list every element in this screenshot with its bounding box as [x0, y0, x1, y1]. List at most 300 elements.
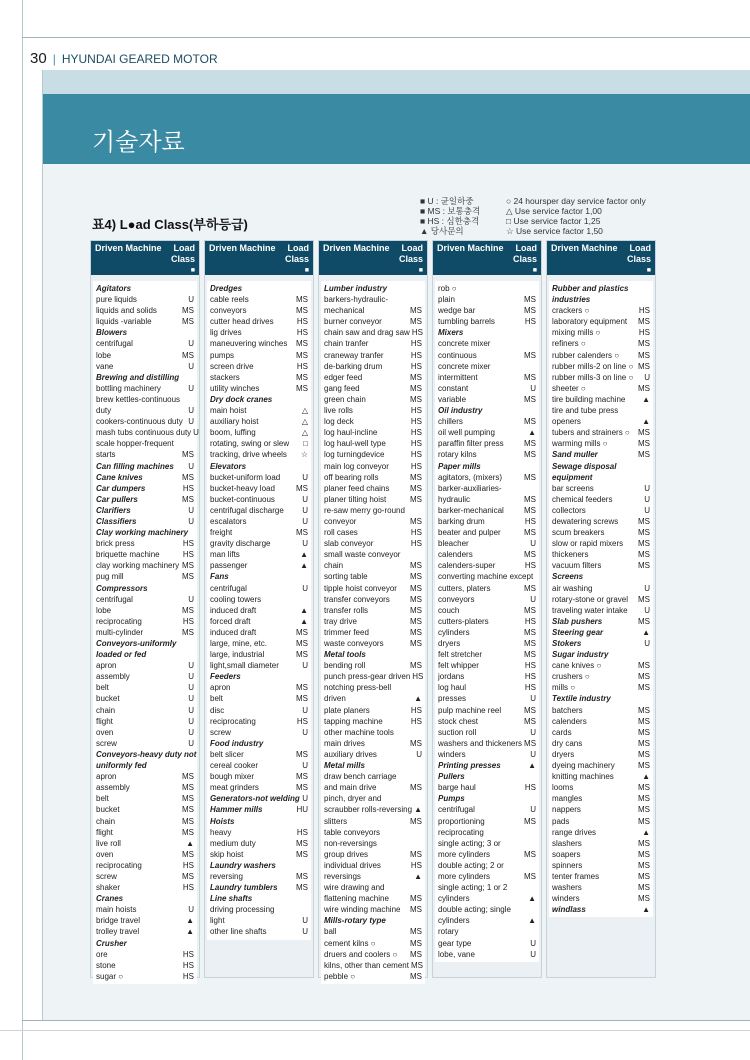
machine-row	[96, 427, 199, 438]
machine-name: oil well pumping	[438, 428, 495, 438]
machine-row	[324, 483, 422, 494]
load-class-value: MS	[410, 971, 422, 981]
machine-name: barkers-hydraulic-	[324, 295, 389, 305]
machine-row	[324, 571, 422, 582]
machine-row	[438, 305, 536, 316]
load-class-value: △	[301, 417, 308, 427]
machine-row	[438, 372, 536, 383]
machine-row	[96, 827, 194, 838]
machine-name: gear type	[438, 938, 472, 948]
machine-name: barker-mechanical	[438, 505, 504, 515]
machine-row	[210, 727, 308, 738]
load-class-value: U	[188, 694, 194, 704]
machine-name: Classifiers	[96, 516, 137, 526]
machine-row	[438, 693, 536, 704]
machine-row	[552, 505, 650, 516]
machine-name: Textile industry	[552, 694, 611, 704]
load-class-value	[192, 372, 194, 383]
load-class-value: U	[188, 406, 194, 416]
load-class-value: U	[302, 539, 308, 549]
machine-name: Brewing and distilling	[96, 372, 180, 382]
machine-row	[438, 594, 536, 605]
load-class-value: MS	[524, 849, 536, 859]
machine-name: cylinders	[438, 627, 470, 637]
machine-row	[324, 671, 422, 682]
load-class-value: U	[644, 483, 650, 493]
load-class-value	[420, 915, 422, 926]
load-class-value: HS	[410, 461, 422, 471]
machine-name: soapers	[552, 849, 581, 859]
load-class-value: MS	[182, 572, 194, 582]
category-row	[324, 649, 422, 660]
machine-name: double acting; 2 or	[438, 860, 504, 870]
machine-name: sheeter ○	[552, 383, 586, 393]
machine-name: mash tubs continuous duty	[96, 428, 192, 438]
load-class-value: U	[188, 361, 194, 371]
machine-name: Printing presses	[438, 761, 501, 771]
machine-name: vane	[96, 361, 114, 371]
load-class-value: HS	[410, 705, 422, 715]
machine-name: Rubber and plastics	[552, 284, 629, 293]
machine-name: conveyors	[438, 594, 475, 604]
load-class-value: MS	[638, 361, 650, 371]
category-row	[210, 671, 308, 682]
load-class-value: U	[530, 727, 536, 737]
machine-name: assembly	[96, 783, 130, 793]
inner-margin-line	[42, 70, 43, 1020]
load-class-value: ▲	[414, 805, 422, 815]
load-class-value: HS	[296, 827, 308, 837]
load-class-value: MS	[524, 550, 536, 560]
machine-name: cooling towers	[210, 594, 262, 604]
machine-name: induced draft	[210, 605, 257, 615]
column-header-load: Load	[515, 243, 537, 253]
machine-row	[96, 882, 194, 893]
machine-row	[552, 716, 650, 727]
load-class-value: HS	[182, 949, 194, 959]
machine-name: plate planers	[324, 705, 370, 715]
machine-row	[438, 616, 536, 627]
machine-row	[324, 893, 422, 904]
machine-name: belt	[96, 794, 109, 804]
machine-row	[96, 793, 194, 804]
category-row	[96, 516, 194, 527]
machine-name: Conveyors-heavy duty not	[96, 749, 197, 759]
machine-row	[438, 449, 536, 460]
machine-name: wire winding machine	[324, 905, 401, 915]
machine-row	[210, 693, 308, 704]
machine-row	[552, 438, 650, 449]
machine-name: tapping machine	[324, 716, 383, 726]
machine-row	[324, 560, 422, 571]
machine-name: ball	[324, 927, 337, 937]
load-class-value: MS	[638, 761, 650, 771]
machine-row	[210, 771, 308, 782]
load-class-value: MS	[182, 350, 194, 360]
machine-name: punch press-gear driven	[324, 672, 411, 682]
load-class-value: MS	[524, 650, 536, 660]
machine-name: cement kilns ○	[324, 938, 376, 948]
load-class-value: U	[188, 417, 194, 427]
machine-name: disc	[210, 705, 225, 715]
category-row	[96, 494, 194, 505]
machine-name: flight	[96, 827, 113, 837]
category-row	[210, 283, 308, 294]
machine-row	[438, 827, 536, 838]
machine-name: cylinders	[438, 894, 470, 904]
load-class-value	[648, 405, 650, 416]
machine-row	[96, 560, 194, 571]
machine-row	[96, 716, 194, 727]
load-class-value: U	[302, 761, 308, 771]
machine-name: druers and coolers ○	[324, 949, 398, 959]
category-row	[438, 771, 536, 782]
machine-row	[438, 949, 536, 960]
load-class-value: MS	[182, 794, 194, 804]
load-class-value: ▲	[528, 916, 536, 926]
machine-name: chemical feeders	[552, 494, 613, 504]
machine-name: reciprocating	[210, 716, 256, 726]
machine-name: Oil industry	[438, 406, 483, 416]
machine-name: Mills-rotary type	[324, 916, 386, 926]
machine-row	[552, 305, 650, 316]
machine-row	[324, 904, 422, 915]
machine-name: Generators-not welding	[210, 794, 300, 804]
load-class-value: ▲	[300, 605, 308, 615]
load-class-value: ▲	[642, 827, 650, 837]
load-class-value: MS	[638, 883, 650, 893]
machine-name: other line shafts	[210, 927, 267, 937]
column-header	[91, 241, 199, 275]
load-class-value: MS	[410, 394, 422, 404]
load-class-value: HS	[182, 883, 194, 893]
machine-row	[324, 804, 422, 815]
machine-row	[324, 793, 422, 804]
load-class-value: U	[302, 661, 308, 671]
load-class-value: ▲	[414, 871, 422, 881]
machine-row	[438, 882, 536, 893]
machine-row	[96, 305, 194, 316]
machine-row	[96, 350, 194, 361]
column-header-title: Driven Machine	[95, 243, 162, 253]
machine-row	[96, 383, 194, 394]
machine-row	[210, 926, 308, 937]
machine-name: Fans	[210, 572, 229, 582]
machine-name: calenders	[438, 550, 473, 560]
machine-name: rob ○	[438, 284, 457, 293]
machine-name: plain	[438, 295, 455, 305]
legend-load-class: ▲ 당사문의	[420, 226, 464, 236]
load-class-value: U	[188, 516, 194, 526]
machine-name: kilns, other than cement	[324, 960, 409, 970]
load-class-value: U	[644, 494, 650, 504]
load-class-value: MS	[638, 716, 650, 726]
machine-name: Cane knives	[96, 472, 143, 482]
column-header-mark: ■	[418, 267, 423, 274]
load-class-value: HS	[296, 361, 308, 371]
machine-row	[324, 327, 422, 338]
load-class-value: MS	[182, 561, 194, 571]
machine-name: clay working machinery	[96, 561, 180, 571]
machine-name: dry cans	[552, 738, 583, 748]
load-class-value: HS	[296, 317, 308, 327]
load-class-value	[648, 571, 650, 582]
machine-name: constant	[438, 383, 469, 393]
machine-row	[552, 671, 650, 682]
machine-name: cane knives ○	[552, 661, 602, 671]
load-class-value: HS	[524, 661, 536, 671]
category-row	[552, 449, 650, 460]
load-class-value: MS	[638, 516, 650, 526]
machine-name: pads	[552, 816, 570, 826]
load-class-value: □	[303, 439, 308, 449]
machine-name: scale hopper-frequent	[96, 439, 174, 449]
machine-row	[210, 305, 308, 316]
machine-name: other machine tools	[324, 727, 394, 737]
load-class-value: HS	[182, 971, 194, 981]
machine-name: de-barking drum	[324, 361, 383, 371]
machine-name: auxiliary hoist	[210, 417, 259, 427]
machine-row	[552, 871, 650, 882]
machine-row	[210, 583, 308, 594]
load-class-value	[306, 571, 308, 582]
machine-name: draw bench carriage	[324, 772, 397, 782]
machine-row	[324, 549, 422, 560]
load-class-column	[204, 240, 314, 978]
load-class-value: MS	[296, 295, 308, 305]
load-class-value: HS	[638, 328, 650, 338]
load-class-value: MS	[638, 317, 650, 327]
category-row	[210, 793, 308, 804]
category-row	[96, 283, 194, 294]
category-row	[552, 571, 650, 582]
machine-row	[552, 605, 650, 616]
load-class-value	[534, 882, 536, 893]
column-body	[207, 281, 311, 940]
load-class-value	[192, 893, 194, 904]
machine-row	[324, 361, 422, 372]
load-class-value: MS	[638, 550, 650, 560]
machine-name: starts	[96, 450, 116, 460]
load-class-value: HS	[410, 539, 422, 549]
load-class-column	[90, 240, 200, 981]
machine-name: liquids and solids	[96, 306, 157, 316]
machine-name: warming mills ○	[552, 439, 608, 449]
load-class-value: MS	[182, 605, 194, 615]
machine-name: cable reels	[210, 295, 249, 305]
load-class-value: HS	[524, 683, 536, 693]
machine-name: trolley travel	[96, 927, 140, 937]
category-row	[210, 860, 308, 871]
machine-row	[210, 383, 308, 394]
machine-name: beater and pulper	[438, 528, 501, 538]
machine-name: single acting; 3 or	[438, 838, 501, 848]
category-row	[552, 472, 650, 483]
column-header	[547, 241, 655, 275]
machine-name: reversings	[324, 871, 361, 881]
machine-name: ore	[96, 949, 108, 959]
column-header-load: Load	[401, 243, 423, 253]
machine-row	[438, 705, 536, 716]
load-class-value: MS	[410, 317, 422, 327]
machine-row	[324, 782, 422, 793]
load-class-value: MS	[296, 350, 308, 360]
machine-name: Lumber industry	[324, 284, 388, 293]
machine-row	[96, 338, 194, 349]
load-class-value: MS	[524, 350, 536, 360]
machine-name: bridge travel	[96, 916, 141, 926]
machine-name: bucket	[96, 694, 120, 704]
machine-name: main drives	[324, 738, 365, 748]
load-class-value: U	[188, 705, 194, 715]
machine-row	[96, 838, 194, 849]
machine-name: planer feed chains	[324, 483, 390, 493]
machine-row	[552, 838, 650, 849]
machine-name: chillers	[438, 417, 463, 427]
load-class-value: MS	[410, 783, 422, 793]
machine-name: log haul-incline	[324, 428, 378, 438]
table-title: 표4) L●ad Class(부하등급)	[92, 217, 248, 232]
load-class-value: HS	[524, 317, 536, 327]
machine-row	[552, 760, 650, 771]
machine-row	[96, 449, 194, 460]
machine-name: tray drive	[324, 616, 357, 626]
column-header	[205, 241, 313, 275]
machine-name: Food industry	[210, 738, 264, 748]
category-row	[96, 893, 194, 904]
machine-name: light,small diameter	[210, 661, 279, 671]
machine-name: winders	[552, 894, 580, 904]
machine-row	[552, 560, 650, 571]
machine-row	[324, 538, 422, 549]
machine-name: centrifugal discharge	[210, 505, 284, 515]
machine-row	[552, 849, 650, 860]
machine-row	[96, 549, 194, 560]
machine-row	[210, 516, 308, 527]
machine-name: lobe, vane	[438, 949, 475, 959]
load-class-value: MS	[182, 827, 194, 837]
load-class-value: U	[530, 539, 536, 549]
load-class-value	[534, 461, 536, 472]
machine-name: bucket-heavy load	[210, 483, 275, 493]
machine-name: pure liquids	[96, 295, 137, 305]
machine-row	[210, 871, 308, 882]
machine-row	[96, 294, 194, 305]
load-class-value	[192, 394, 194, 405]
machine-name: log turningdevice	[324, 450, 385, 460]
machine-name: tenter frames	[552, 871, 600, 881]
machine-name: apron	[210, 683, 231, 693]
machine-row	[210, 483, 308, 494]
machine-name: dyeing machinery	[552, 761, 615, 771]
machine-row	[324, 871, 422, 882]
load-class-value: U	[530, 949, 536, 959]
machine-name: live roll	[96, 838, 121, 848]
load-class-value: HS	[296, 328, 308, 338]
machine-row	[96, 361, 194, 372]
load-class-value: U	[530, 938, 536, 948]
load-class-value: MS	[638, 428, 650, 438]
load-class-value: MS	[410, 306, 422, 316]
load-class-value: MS	[296, 372, 308, 382]
machine-row	[438, 804, 536, 815]
machine-name: cookers-continuous duty	[96, 417, 183, 427]
load-class-value: MS	[638, 683, 650, 693]
machine-name: Clay working machinery	[96, 528, 189, 538]
load-class-value: HS	[524, 616, 536, 626]
category-row	[552, 283, 650, 294]
machine-name: bucket-uniform load	[210, 472, 281, 482]
machine-row	[552, 494, 650, 505]
load-class-value: ▲	[528, 894, 536, 904]
machine-name: bleacher	[438, 539, 469, 549]
machine-name: Sand muller	[552, 450, 598, 460]
machine-row	[552, 383, 650, 394]
machine-name: mixing mills ○	[552, 328, 601, 338]
machine-name: meat grinders	[210, 783, 259, 793]
machine-name: Stokers	[552, 639, 582, 648]
machine-name: live rolls	[324, 406, 353, 416]
machine-name: man lifts	[210, 550, 240, 560]
load-class-value	[420, 649, 422, 660]
machine-row	[552, 893, 650, 904]
machine-row	[210, 838, 308, 849]
load-class-value: MS	[524, 738, 537, 748]
machine-name: mills ○	[552, 683, 576, 693]
load-class-value	[648, 649, 650, 660]
machine-name: Can filling machines	[96, 461, 174, 471]
machine-row	[210, 638, 308, 649]
machine-row	[552, 882, 650, 893]
load-class-value: ▲	[642, 417, 650, 427]
category-row	[552, 693, 650, 704]
load-class-value: U	[302, 794, 308, 804]
load-class-value: MS	[410, 960, 423, 970]
machine-row	[324, 616, 422, 627]
load-class-value	[534, 838, 536, 849]
machine-name: Screens	[552, 572, 584, 582]
machine-name: rubber mills-2 on line ○	[552, 361, 634, 371]
machine-row	[96, 538, 194, 549]
machine-row	[96, 671, 194, 682]
machine-row	[552, 416, 650, 427]
machine-row	[552, 705, 650, 716]
category-row	[96, 938, 194, 949]
machine-name: rubber calenders ○	[552, 350, 620, 360]
load-class-value: MS	[638, 539, 650, 549]
machine-name: pebble ○	[324, 971, 356, 981]
load-class-value: ▲	[186, 838, 194, 848]
machine-name: Crusher	[96, 938, 127, 948]
load-class-value: MS	[410, 616, 422, 626]
load-class-value: U	[188, 683, 194, 693]
machine-row	[324, 405, 422, 416]
category-row	[552, 638, 650, 649]
load-class-value	[534, 405, 536, 416]
machine-row	[96, 394, 194, 405]
machine-row	[438, 904, 536, 915]
load-class-value	[192, 638, 194, 649]
load-class-value: MS	[410, 372, 422, 382]
load-class-value: MS	[638, 616, 650, 626]
machine-name: mechanical	[324, 306, 365, 316]
machine-row	[96, 915, 194, 926]
column-body	[435, 281, 539, 962]
load-class-value	[534, 904, 536, 915]
machine-name: couch	[438, 605, 460, 615]
machine-row	[96, 416, 194, 427]
load-class-value: MS	[524, 528, 536, 538]
